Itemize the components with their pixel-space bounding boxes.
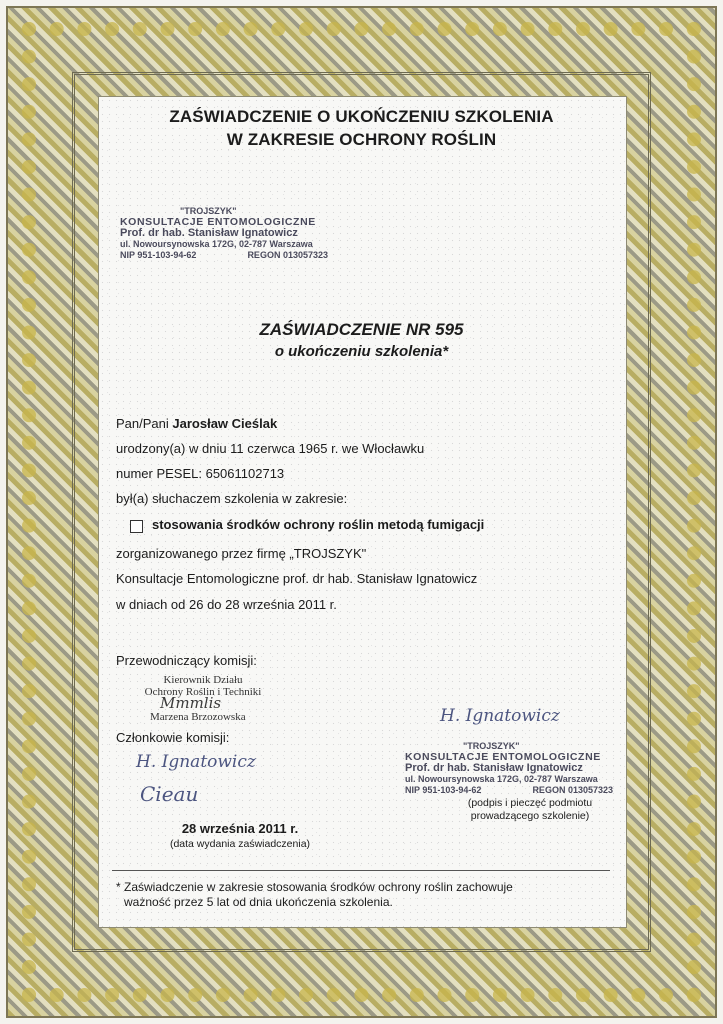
stamp-regon: REGON 013057323 xyxy=(247,250,328,260)
signature-caption xyxy=(440,797,620,823)
footnote-line2: ważność przez 5 lat od dnia ukończenia szkolenia. xyxy=(124,895,393,909)
members-label: Członkowie komisji: xyxy=(116,730,230,745)
document-title-line1: ZAŚWIADCZENIE O UKOŃCZENIU SZKOLENIA xyxy=(169,107,554,126)
signature-caption-line2: prowadzącego szkolenie) xyxy=(470,810,590,822)
chair-stamp-line2: Ochrony Roślin i Techniki xyxy=(144,686,262,698)
organizer-signature: H. Ignatowicz xyxy=(440,706,560,726)
person-name: Jarosław Cieślak xyxy=(172,416,278,431)
stamp2-nip: NIP 951-103-94-62 xyxy=(405,785,482,795)
certificate-number: ZAŚWIADCZENIE NR 595 xyxy=(259,320,464,339)
member2-signature: Cieau xyxy=(140,782,199,806)
stamp-nip: NIP 951-103-94-62 xyxy=(120,250,197,260)
stamp2-regon: REGON 013057323 xyxy=(532,785,613,795)
scope-checkbox xyxy=(130,520,143,533)
pesel-line: numer PESEL: 65061102713 xyxy=(116,466,285,481)
person-name-line xyxy=(116,416,277,431)
chair-name: Marzena Brzozowska xyxy=(150,711,246,723)
stamp2-line3: ul. Nowoursynowska 172G, 02-787 Warszawa xyxy=(405,774,598,784)
chair-signature: Mmmlis xyxy=(160,694,222,712)
company-stamp-top xyxy=(120,206,328,261)
chair-stamp-line1: Kierownik Działu xyxy=(163,674,243,686)
stamp2-line2: Prof. dr hab. Stanisław Ignatowicz xyxy=(405,762,583,774)
training-intro: był(a) słuchaczem szkolenia w zakresie: xyxy=(116,491,348,506)
footnote-line1: * Zaświadczenie w zakresie stosowania środków ochrony roślin zachowuje xyxy=(116,880,513,894)
organizer-line: Konsultacje Entomologiczne prof. dr hab. Stanisław Ignatowicz xyxy=(116,571,478,586)
signature-caption-line1: (podpis i pieczęć podmiotu xyxy=(467,797,593,809)
footnote-divider xyxy=(112,870,610,871)
stamp2-company-name: "TROJSZYK" xyxy=(463,741,520,751)
stamp-line3: ul. Nowoursynowska 172G, 02-787 Warszawa xyxy=(120,239,313,249)
person-label: Pan/Pani xyxy=(116,416,169,431)
issue-date-caption: (data wydania zaświadczenia) xyxy=(169,838,311,850)
stamp-line2: Prof. dr hab. Stanisław Ignatowicz xyxy=(120,227,298,239)
member1-signature: H. Ignatowicz xyxy=(136,752,256,772)
certificate-subtitle: o ukończeniu szkolenia* xyxy=(274,343,449,360)
training-scope: stosowania środków ochrony roślin metodą fumigacji xyxy=(152,517,485,532)
issue-date: 28 września 2011 r. xyxy=(181,821,299,836)
company-stamp-bottom xyxy=(405,741,613,796)
stamp2-line1: KONSULTACJE ENTOMOLOGICZNE xyxy=(405,751,601,763)
organized-line: zorganizowanego przez firmę „TROJSZYK" xyxy=(116,546,367,561)
footnote xyxy=(116,880,513,910)
chair-label: Przewodniczący komisji: xyxy=(116,653,257,668)
dates-line: w dniach od 26 do 28 września 2011 r. xyxy=(116,597,337,612)
stamp-line1: KONSULTACJE ENTOMOLOGICZNE xyxy=(120,216,316,228)
stamp-company-name: "TROJSZYK" xyxy=(180,206,237,216)
birth-line: urodzony(a) w dniu 11 czerwca 1965 r. we Włocławku xyxy=(116,441,425,456)
document-title-line2: W ZAKRESIE OCHRONY ROŚLIN xyxy=(226,130,497,149)
